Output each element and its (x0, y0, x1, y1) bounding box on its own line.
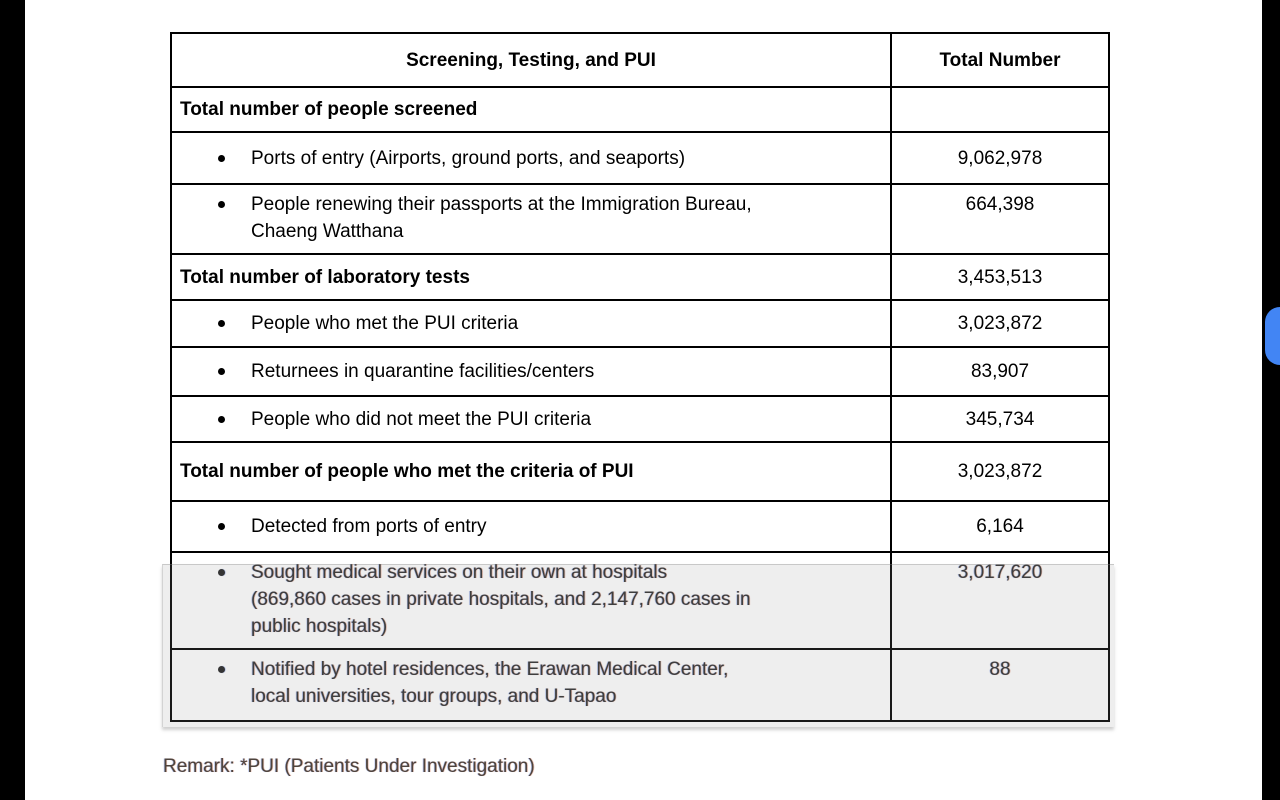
row-value: 345,734 (890, 397, 1108, 441)
table-row-sought-medical-services (172, 553, 1108, 650)
row-label: Sought medical services on their own at hospitals (869,860 cases in private hospitals, and 2,147,760 cases in public hospitals) (172, 553, 890, 648)
row-label: People renewing their passports at the Immigration Bureau, Chaeng Watthana (172, 185, 890, 253)
table-row-people-screened (172, 88, 1108, 133)
bullet-icon (218, 523, 225, 530)
screening-table (170, 32, 1110, 722)
row-label: Total number of people who met the criteria of PUI (180, 461, 634, 482)
bullet-icon (218, 320, 225, 327)
table-row-laboratory-tests (172, 255, 1108, 301)
row-label: People who met the PUI criteria (172, 301, 890, 346)
row-label: Returnees in quarantine facilities/centers (172, 348, 890, 395)
row-value: 3,453,513 (890, 255, 1108, 299)
table-row-passport-renewal (172, 185, 1108, 255)
table-header-row (172, 34, 1108, 88)
header-screening-testing-pui: Screening, Testing, and PUI (406, 49, 656, 71)
table-row-returnees-quarantine (172, 348, 1108, 397)
remark-text: Remark: *PUI (Patients Under Investigation) (163, 756, 535, 777)
bullet-icon (218, 666, 225, 673)
bullet-icon (218, 368, 225, 375)
row-value: 3,017,620 (890, 553, 1108, 648)
row-label: People who did not meet the PUI criteria (172, 397, 890, 441)
row-label: Detected from ports of entry (172, 502, 890, 551)
bullet-icon (218, 416, 225, 423)
table-row-total-met-criteria-pui (172, 443, 1108, 502)
row-value: 664,398 (890, 185, 1108, 253)
row-value: 3,023,872 (890, 443, 1108, 500)
table-row-notified-by-hotels (172, 650, 1108, 720)
left-letterbox-bar (0, 0, 25, 800)
row-label: Notified by hotel residences, the Erawan Medical Center, local universities, tour groups, and U-Tapao (172, 650, 890, 720)
row-value (890, 88, 1108, 131)
row-value: 6,164 (890, 502, 1108, 551)
row-label: Total number of people screened (180, 99, 478, 120)
row-value: 88 (890, 650, 1108, 720)
table-row-ports-of-entry (172, 133, 1108, 185)
bullet-icon (218, 201, 225, 208)
right-letterbox-bar (1262, 0, 1280, 800)
header-total-number: Total Number (890, 34, 1108, 86)
table-row-met-pui-criteria (172, 301, 1108, 348)
row-value: 3,023,872 (890, 301, 1108, 346)
table-row-did-not-meet-criteria (172, 397, 1108, 443)
row-label: Total number of laboratory tests (180, 266, 470, 288)
row-value: 9,062,978 (890, 133, 1108, 183)
row-value: 83,907 (890, 348, 1108, 395)
table-row-detected-ports (172, 502, 1108, 553)
bullet-icon (218, 569, 225, 576)
bullet-icon (218, 155, 225, 162)
row-label: Ports of entry (Airports, ground ports, and seaports) (172, 133, 890, 183)
scroll-handle[interactable] (1265, 307, 1280, 365)
